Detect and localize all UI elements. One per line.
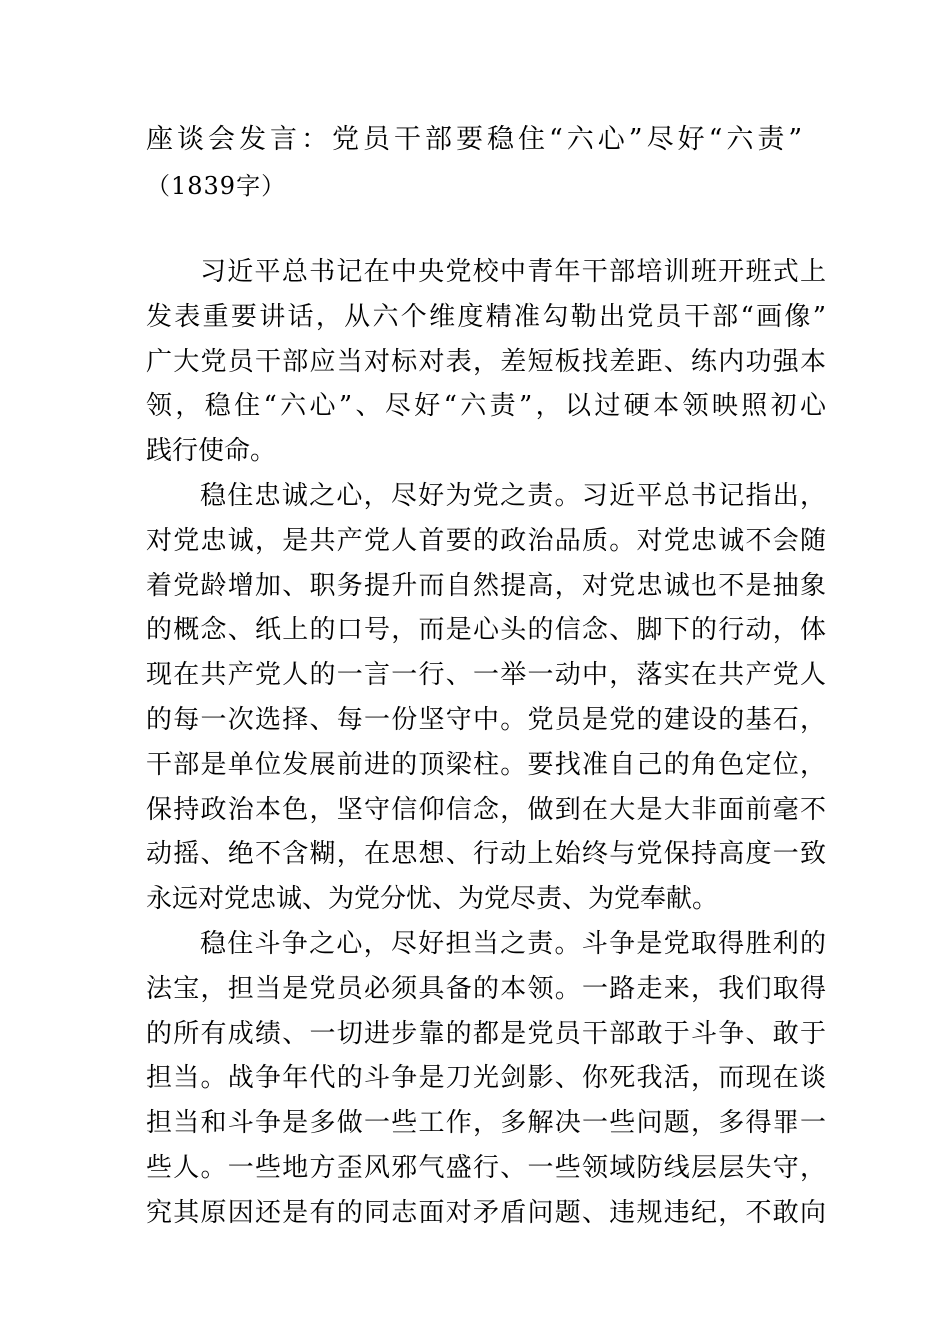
paragraph-line: 永远对党忠诚、为党分忧、为党尽责、为党奉献。 <box>146 884 719 915</box>
paragraph-line: 干部是单位发展前进的顶梁柱。要找准自己的角色定位， <box>146 749 826 780</box>
paragraph-line: 动摇、绝不含糊，在思想、行动上始终与党保持高度一致 <box>146 839 826 870</box>
paragraph-line: 担当。战争年代的斗争是刀光剑影、你死我活，而现在谈 <box>146 1063 826 1094</box>
paragraph-line: 领，稳住“六心”、尽好“六责”，以过硬本领映照初心 <box>146 391 826 422</box>
paragraph-line: 的所有成绩、一切进步靠的都是党员干部敢于斗争、敢于 <box>146 1018 826 1049</box>
document-body <box>146 250 826 1236</box>
paragraph-line: 广大党员干部应当对标对表，差短板找差距、练内功强本 <box>146 346 826 377</box>
paragraph-line: 着党龄增加、职务提升而自然提高，对党忠诚也不是抽象 <box>146 570 826 601</box>
paragraph-line: 的概念、纸上的口号，而是心头的信念、脚下的行动，体 <box>146 615 826 646</box>
paragraph-line: 担当和斗争是多做一些工作，多解决一些问题，多得罪一 <box>146 1108 826 1139</box>
paragraph-line: 现在共产党人的一言一行、一举一动中，落实在共产党人 <box>146 660 826 691</box>
word-count: （1839字） <box>146 172 287 200</box>
paragraph-line: 的每一次选择、每一份坚守中。党员是党的建设的基石， <box>146 704 826 735</box>
paragraph-line: 法宝，担当是党员必须具备的本领。一路走来，我们取得 <box>146 973 826 1004</box>
paragraph-line: 保持政治本色，坚守信仰信念，做到在大是大非面前毫不 <box>146 794 826 825</box>
paragraph-line: 发表重要讲话，从六个维度精准勾勒出党员干部“画像” <box>146 301 826 332</box>
paragraph-line: 习近平总书记在中央党校中青年干部培训班开班式上 <box>200 257 826 287</box>
paragraph-line: 对党忠诚，是共产党人首要的政治品质。对党忠诚不会随 <box>146 525 826 556</box>
paragraph-line: 稳住忠诚之心，尽好为党之责。习近平总书记指出， <box>200 480 826 511</box>
document-title: 座谈会发言：党员干部要稳住“六心”尽好“六责” <box>146 124 807 155</box>
paragraph-line: 究其原因还是有的同志面对矛盾问题、违规违纪，不敢向 <box>146 1197 826 1228</box>
paragraph-line: 践行使命。 <box>146 436 277 467</box>
paragraph-line: 些人。一些地方歪风邪气盛行、一些领域防线层层失守， <box>146 1152 826 1183</box>
paragraph-line: 稳住斗争之心，尽好担当之责。斗争是党取得胜利的 <box>200 928 826 959</box>
